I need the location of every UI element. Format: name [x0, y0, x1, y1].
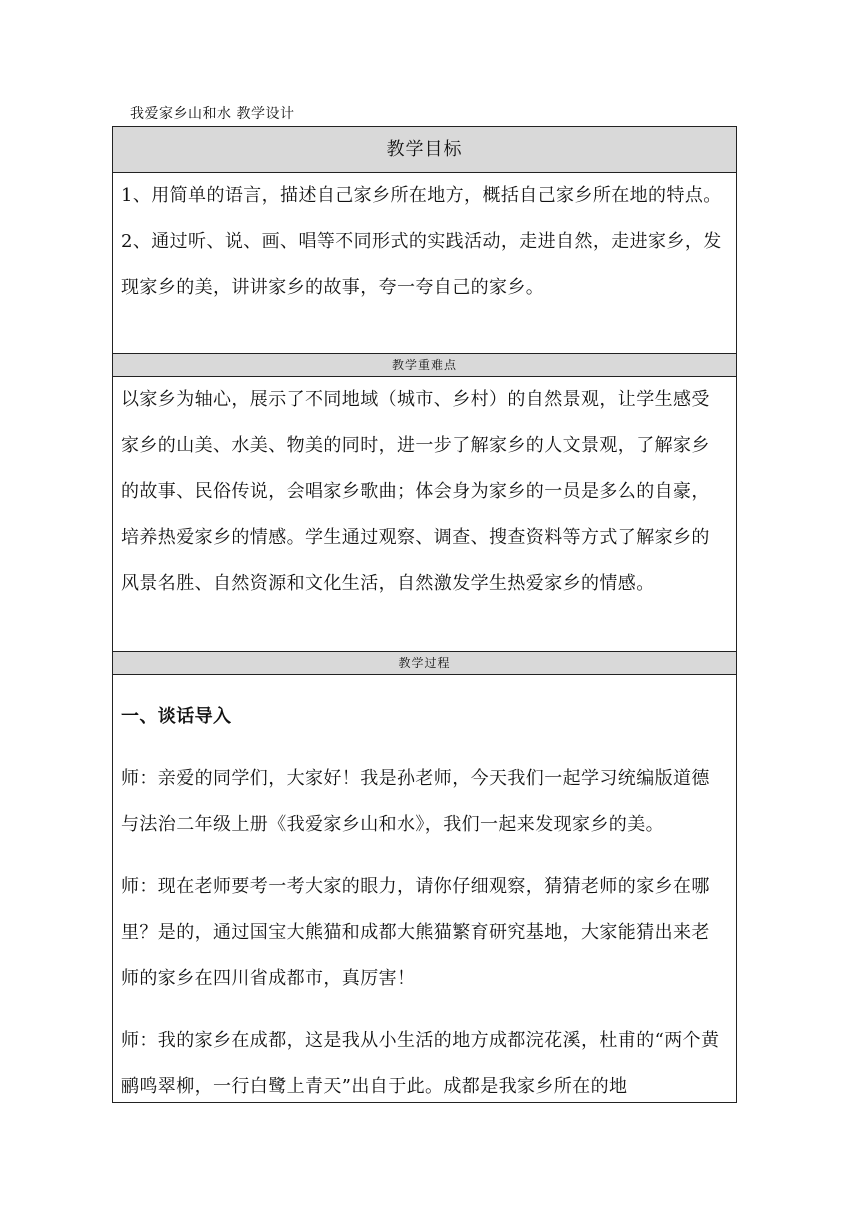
- document-title: 我爱家乡山和水 教学设计: [130, 106, 295, 122]
- process-content: [113, 675, 736, 1103]
- keypoints-header: 教学重难点: [113, 353, 736, 377]
- process-paragraph-2: 师：现在老师要考一考大家的眼力，请你仔细观察，猜猜老师的家乡在哪里？是的，通过国宝大熊猫和成都大熊猫繁育研究基地，大家能猜出来老师的家乡在四川省成都市，真厉害！: [121, 876, 710, 989]
- goal-item-1: 1、用简单的语言，描述自己家乡所在地方，概括自己家乡所在地的特点。: [121, 185, 722, 206]
- goals-header: 教学目标: [113, 127, 736, 173]
- process-paragraph-1: 师：亲爱的同学们，大家好！我是孙老师，今天我们一起学习统编版道德与法治二年级上册《我爱家乡山和水》，我们一起来发现家乡的美。: [121, 768, 710, 835]
- process-header: 教学过程: [113, 651, 736, 675]
- keypoints-content: [113, 377, 736, 651]
- lesson-plan-table: [112, 126, 737, 1103]
- process-paragraph-3: 师：我的家乡在成都，这是我从小生活的地方成都浣花溪，杜甫的“两个黄鹂鸣翠柳，一行白鹭上青天”出自于此。成都是我家乡所在的地: [121, 1030, 720, 1097]
- section-heading: 一、谈话导入: [121, 706, 232, 727]
- goals-content: [113, 173, 736, 353]
- goal-item-2: 2、通过听、说、画、唱等不同形式的实践活动，走进自然，走进家乡，发现家乡的美，讲讲家乡的故事，夸一夸自己的家乡。: [121, 231, 722, 298]
- keypoints-text: 以家乡为轴心，展示了不同地域（城市、乡村）的自然景观，让学生感受家乡的山美、水美、物美的同时，进一步了解家乡的人文景观，了解家乡的故事、民俗传说，会唱家乡歌曲；体会身为家乡的一员是多么的自豪，培养热爱家乡的情感。学生通过观察、调查、搜查资料等方式了解家乡的风景名胜、自然资源和文化生活，自然激发学生热爱家乡的情感。: [121, 389, 710, 594]
